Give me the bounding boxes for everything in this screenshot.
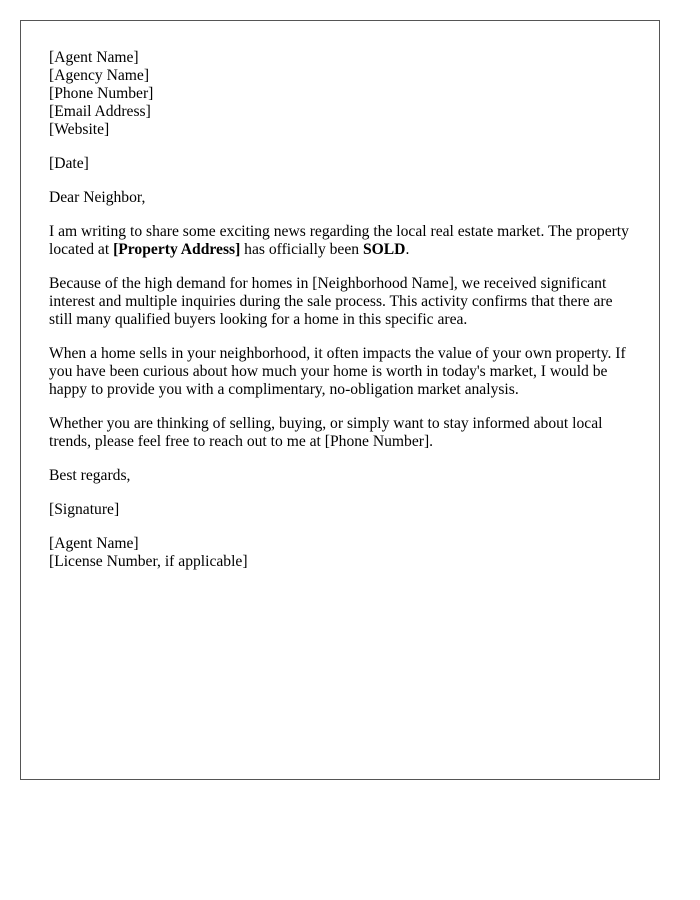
- sender-block: [49, 49, 629, 139]
- paragraph-sold-tail: .: [405, 241, 410, 258]
- paragraph-sold-middle: has officially been: [240, 241, 363, 258]
- footer-agent-name: [Agent Name]: [49, 535, 139, 552]
- signature: [Signature]: [49, 501, 120, 518]
- footer-block: [49, 535, 629, 571]
- sender-phone-number: [Phone Number]: [49, 85, 154, 102]
- letter-date: [Date]: [49, 155, 89, 172]
- letter-page: [20, 20, 660, 780]
- property-address: [Property Address]: [113, 241, 241, 258]
- paragraph-demand: Because of the high demand for homes in [Neighborhood Name], we received significant interest and multiple inquiries during the sale process. This activity confirms that there are still many qualified buyers looking for a home in this specific area.: [49, 275, 613, 328]
- sold-status: SOLD: [362, 241, 406, 258]
- sender-website: [Website]: [49, 121, 110, 138]
- footer-license-number: [License Number, if applicable]: [49, 553, 248, 570]
- letter-body: [49, 49, 629, 571]
- paragraph-sold-lead: I am writing to share some exciting news regarding the local real estate market. The property located at: [49, 223, 629, 258]
- closing: Best regards,: [49, 467, 131, 484]
- paragraph-market-analysis: When a home sells in your neighborhood, it often impacts the value of your own property. If you have been curious about how much your home is worth in today's market, I would be happy to provide you with a complimentary, no-obligation market analysis.: [49, 345, 626, 398]
- sender-email-address: [Email Address]: [49, 103, 151, 120]
- paragraph-sold-announcement: [49, 223, 629, 259]
- salutation: Dear Neighbor,: [49, 189, 146, 206]
- paragraph-contact: Whether you are thinking of selling, buying, or simply want to stay informed about local trends, please feel free to reach out to me at [Phone Number].: [49, 415, 603, 450]
- sender-agency-name: [Agency Name]: [49, 67, 150, 84]
- sender-agent-name: [Agent Name]: [49, 49, 139, 66]
